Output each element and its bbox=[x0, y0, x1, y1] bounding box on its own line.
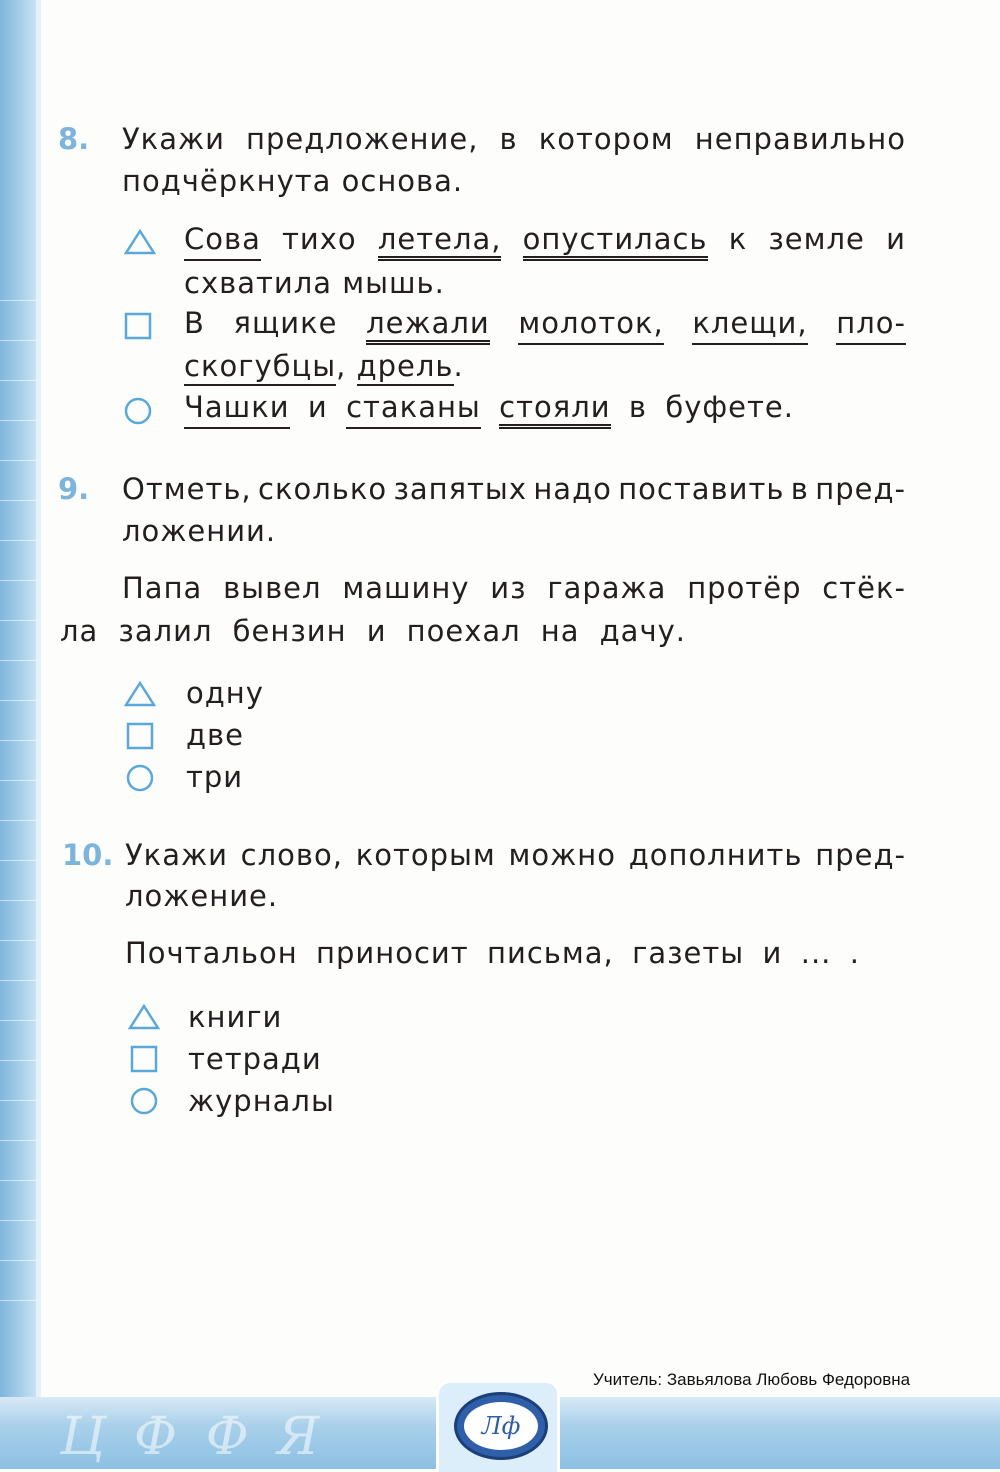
circle-option-icon[interactable] bbox=[123, 396, 153, 426]
q9-sentence-line2: ла залил бензин и поехал на дачу. bbox=[60, 614, 686, 648]
q8-prompt-line1: Укажи предложение, в котором неправильно bbox=[122, 122, 906, 156]
q9-option-b-label: две bbox=[186, 718, 244, 752]
publisher-logo bbox=[454, 1392, 548, 1460]
q8-option-a-line1: Сова тихо летела, опустилась к земле и bbox=[184, 222, 906, 261]
q9-prompt-line1: Отметь, сколько запятых надо поставить в пред- bbox=[122, 472, 906, 506]
square-option-icon[interactable] bbox=[126, 722, 154, 750]
triangle-option-icon[interactable] bbox=[124, 681, 156, 707]
margin-edge bbox=[36, 0, 41, 1469]
q10-option-a-label: книги bbox=[188, 1000, 283, 1034]
square-option-icon[interactable] bbox=[130, 1045, 158, 1073]
circle-option-icon[interactable] bbox=[125, 763, 155, 793]
publisher-logo-text: Лф bbox=[464, 1402, 538, 1450]
left-margin-decoration bbox=[0, 0, 36, 1469]
q8-option-a-line2: схватила мышь. bbox=[184, 266, 445, 300]
q10-prompt-line2: ложение. bbox=[125, 879, 279, 913]
triangle-option-icon[interactable] bbox=[128, 1004, 160, 1030]
q8-prompt-line2: подчёркнута основа. bbox=[122, 164, 464, 198]
q9-option-a-label: одну bbox=[186, 676, 264, 710]
q9-option-c-label: три bbox=[186, 760, 244, 794]
square-option-icon[interactable] bbox=[124, 312, 152, 340]
q10-sentence: Почтальон приносит письма, газеты и ... . bbox=[125, 936, 860, 970]
q10-option-b-label: тетради bbox=[188, 1042, 322, 1076]
q9-number: 9. bbox=[58, 472, 90, 506]
q10-number: 10. bbox=[62, 838, 114, 872]
q10-option-c-label: журналы bbox=[188, 1084, 335, 1118]
cursive-letters-decoration: Ц Ф Ф Я bbox=[60, 1407, 326, 1467]
q8-number: 8. bbox=[58, 122, 90, 156]
teacher-credit: Учитель: Завьялова Любовь Федоровна bbox=[593, 1370, 911, 1389]
circle-option-icon[interactable] bbox=[129, 1086, 159, 1116]
q9-prompt-line2: ложении. bbox=[122, 514, 277, 548]
q8-option-b-line2: скогубцы, дрель. bbox=[184, 349, 464, 383]
triangle-option-icon[interactable] bbox=[124, 229, 156, 255]
q8-option-b-line1: В ящике лежали молоток, клещи, пло- bbox=[184, 306, 906, 345]
q9-sentence-line1: Папа вывел машину из гаража протёр стёк- bbox=[122, 571, 906, 605]
q8-option-c-line1: Чашки и стаканы стояли в буфете. bbox=[184, 390, 794, 429]
q10-prompt-line1: Укажи слово, которым можно дополнить пред- bbox=[125, 838, 906, 872]
